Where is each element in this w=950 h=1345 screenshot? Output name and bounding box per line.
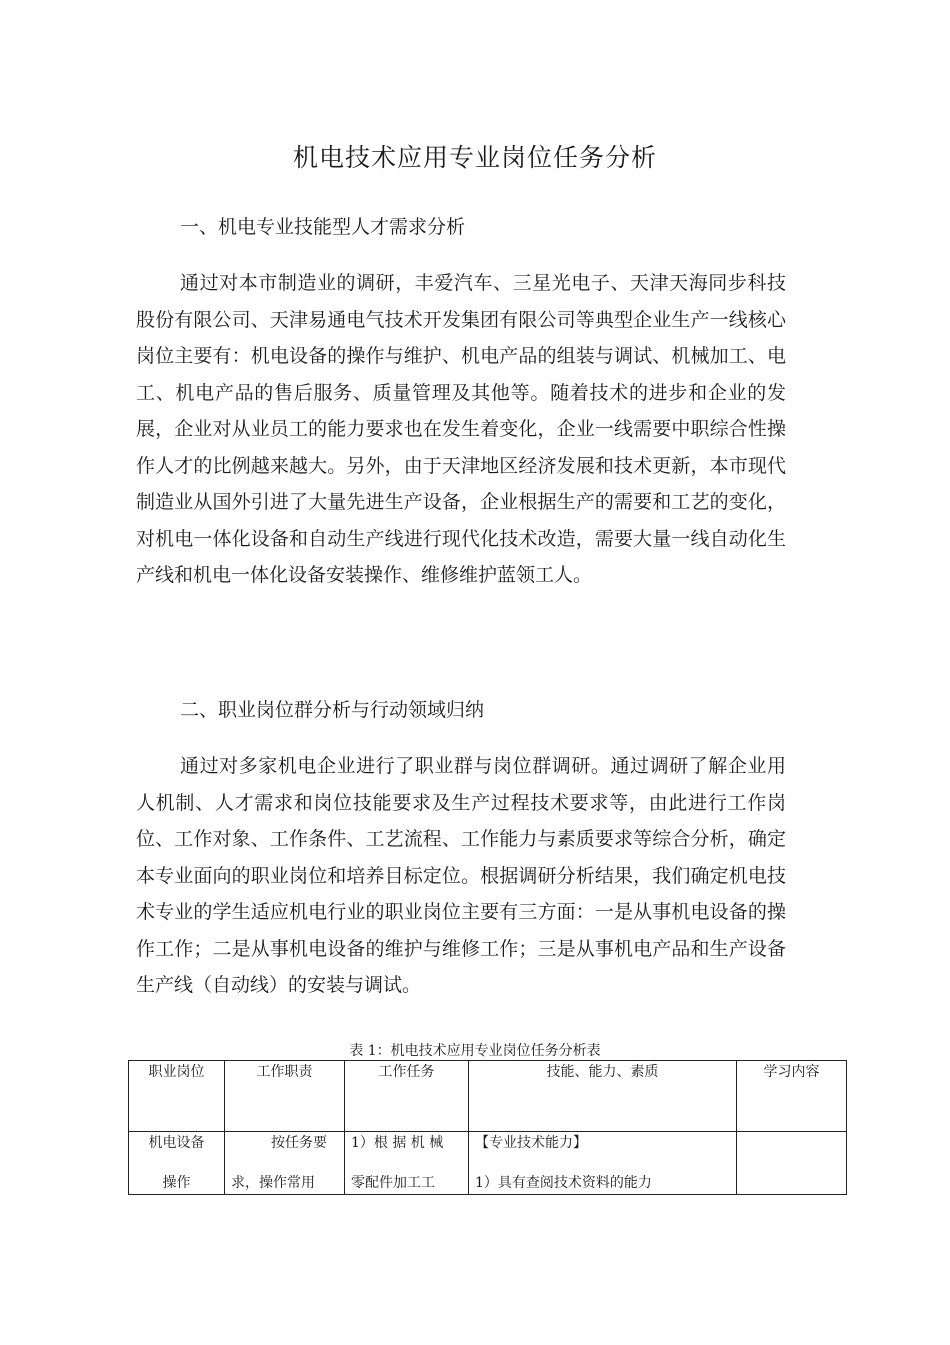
cell-duty: [225, 1132, 345, 1195]
section-paragraph-1: 通过对本市制造业的调研，丰爱汽车、三星光电子、天津天海同步科技股份有限公司、天津易通电气技术开发集团有限公司等典型企业生产一线核心岗位主要有：机电设备的操作与维护、机电产品的组装与调试、机械加工、电工、机电产品的售后服务、质量管理及其他等。随着技术的进步和企业的发展，企业对从业员工的能力要求也在发生着变化，企业一线需要中职综合性操作人才的比例越来越大。另外，由于天津地区经济发展和技术更新，本市现代制造业从国外引进了大量先进生产设备，企业根据生产的需要和工艺的变化，对机电一体化设备和自动生产线进行现代化技术改造，需要大量一线自动化生产线和机电一体化设备安装操作、维修维护蓝领工人。: [136, 272, 786, 586]
cell-content: [737, 1132, 847, 1195]
cell-text: 1）根 据 机 械: [351, 1135, 444, 1151]
cell-skill: [469, 1132, 737, 1195]
section-paragraph-2: 通过对多家机电企业进行了职业群与岗位群调研。通过调研了解企业用人机制、人才需求和岗位技能要求及生产过程技术要求等，由此进行工作岗位、工作对象、工作条件、工艺流程、工作能力与素质要求等综合分析，确定本专业面向的职业岗位和培养目标定位。根据调研分析结果，我们确定机电技术专业的学生适应机电行业的职业岗位主要有三方面：一是从事机电设备的操作工作；二是从事机电设备的维护与维修工作；三是从事机电产品和生产设备生产线（自动线）的安装与调试。: [136, 755, 786, 996]
page-title: 机电技术应用专业岗位任务分析: [292, 143, 657, 172]
table-row: [129, 1132, 847, 1195]
header-content: 学习内容: [737, 1061, 847, 1132]
table-caption: 表 1：机电技术应用专业岗位任务分析表: [349, 1043, 601, 1059]
header-post: 职业岗位: [129, 1061, 225, 1132]
cell-text: 操作: [162, 1175, 191, 1191]
header-task: 工作任务: [345, 1061, 469, 1132]
task-analysis-table: [128, 1060, 847, 1195]
cell-text: 机电设备: [148, 1135, 205, 1151]
cell-text: 1）具有查阅技术资料的能力: [475, 1175, 652, 1191]
cell-text: 求，操作常用: [231, 1175, 315, 1191]
cell-text: 【专业技术能力】: [475, 1135, 587, 1151]
section-heading-1: 一、机电专业技能型人才需求分析: [180, 216, 466, 238]
cell-text: 零配件加工工: [351, 1175, 435, 1191]
table-header-row: [129, 1061, 847, 1132]
section-heading-2: 二、职业岗位群分析与行动领域归纳: [180, 699, 485, 721]
header-skill: 技能、能力、素质: [469, 1061, 737, 1132]
header-duty: 工作职责: [225, 1061, 345, 1132]
cell-text: 按任务要: [271, 1135, 327, 1151]
cell-post: [129, 1132, 225, 1195]
cell-task: [345, 1132, 469, 1195]
